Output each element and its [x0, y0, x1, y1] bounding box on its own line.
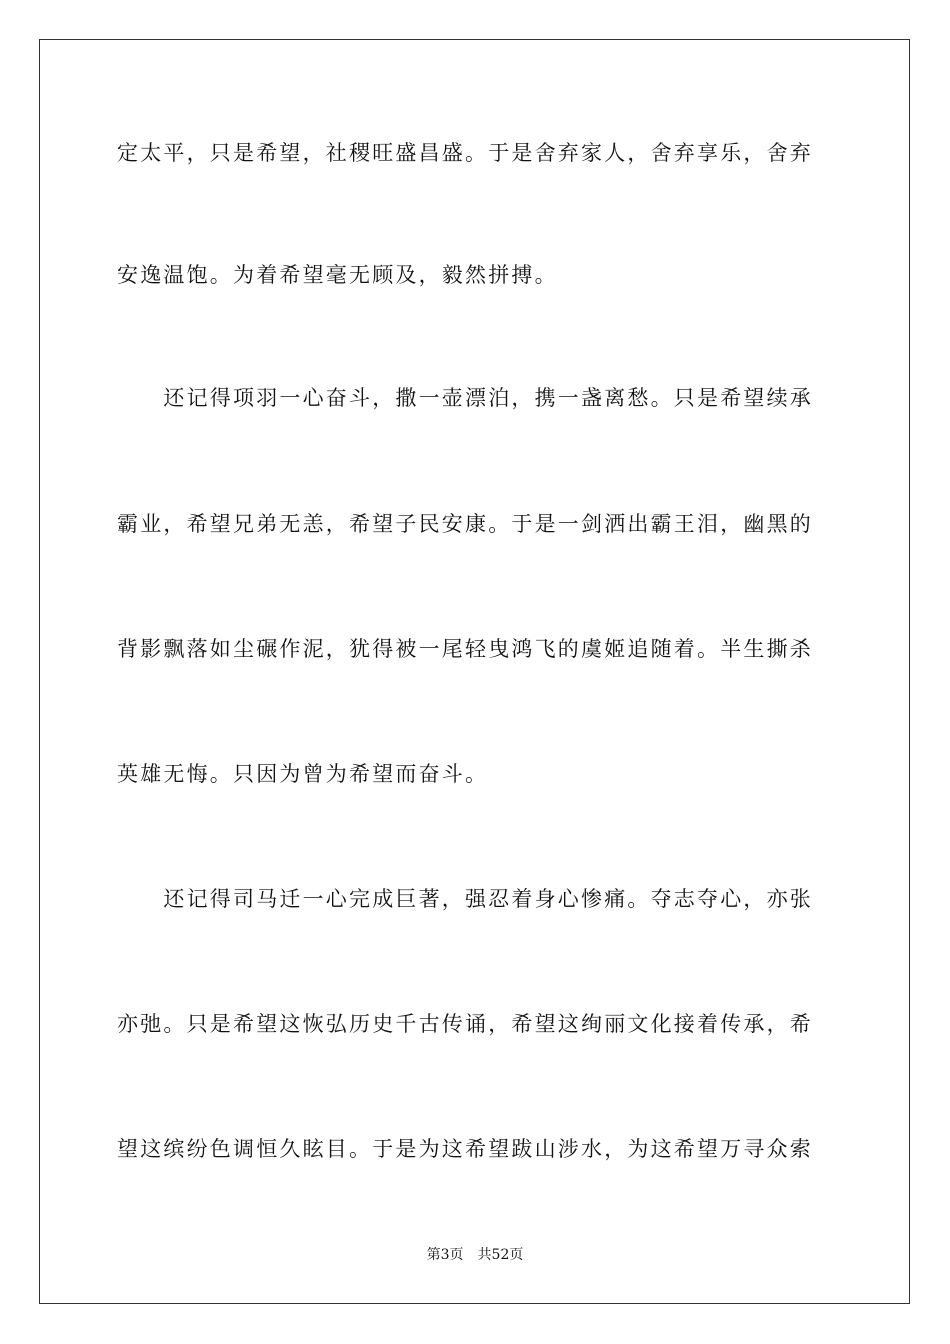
text-line: 望这缤纷色调恒久眩目。于是为这希望跋山涉水，为这希望万寻众索 [117, 1137, 813, 1161]
page-number: 第3页 [426, 1247, 464, 1263]
page-border [39, 39, 910, 1304]
text-line: 霸业，希望兄弟无恙，希望子民安康。于是一剑洒出霸王泪，幽黑的 [117, 512, 813, 536]
paragraph-start-line: 还记得项羽一心奋斗，撒一壶漂泊，携一盏离愁。只是希望续承 [117, 386, 813, 410]
text-line: 英雄无悔。只因为曾为希望而奋斗。 [117, 762, 489, 786]
paragraph-start-line: 还记得司马迁一心完成巨著，强忍着身心惨痛。夺志夺心，亦张 [117, 887, 813, 911]
page-footer [0, 1246, 950, 1264]
text-line: 亦弛。只是希望这恢弘历史千古传诵，希望这绚丽文化接着传承，希 [117, 1012, 813, 1036]
text-line: 背影飘落如尘碾作泥，犹得被一尾轻曳鸿飞的虞姬追随着。半生撕杀 [117, 637, 813, 661]
text-line: 定太平，只是希望，社稷旺盛昌盛。于是舍弃家人，舍弃享乐，舍弃 [117, 141, 813, 165]
text-line: 安逸温饱。为着希望毫无顾及，毅然拼搏。 [117, 263, 558, 287]
page-total: 共52页 [477, 1247, 524, 1263]
